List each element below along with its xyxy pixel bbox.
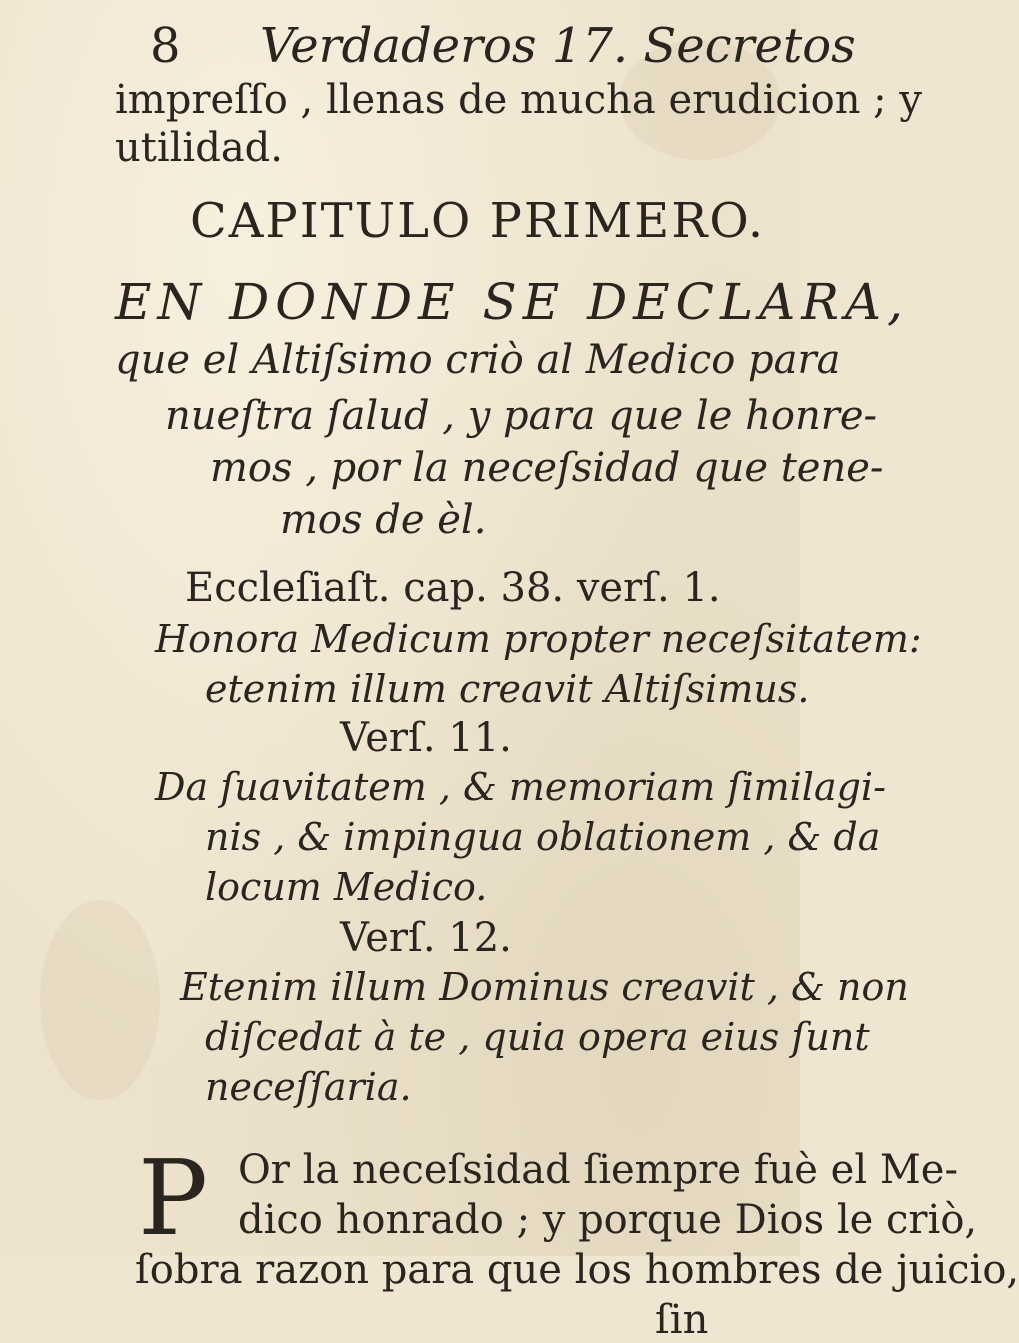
chapter-heading-line-2: que el Altiſsimo criò al Medico para <box>115 337 841 383</box>
body-line: ſobra razon para que los hombres de juicio, <box>135 1247 1019 1293</box>
quote-line: Honora Medicum propter neceſsitatem: <box>155 617 922 661</box>
chapter-heading-line-3: nueſtra ſalud , y para que le honre- <box>165 393 878 439</box>
chapter-heading-line-4: mos , por la neceſsidad que tene- <box>210 445 884 491</box>
chapter-label: CAPITULO PRIMERO. <box>190 193 766 249</box>
body-line: dico honrado ; y porque Dios le criò, <box>238 1197 978 1243</box>
page-number: 8 <box>150 18 181 74</box>
chapter-heading-line-1: EN DONDE SE DECLARA, <box>115 273 909 331</box>
paper-stain <box>40 900 160 1100</box>
verse-label: Verſ. 11. <box>340 715 512 761</box>
quote-line: neceſſaria. <box>205 1065 412 1109</box>
carryover-line-2: utilidad. <box>115 125 283 171</box>
chapter-heading-line-5: mos de èl. <box>280 497 487 543</box>
quote-line: etenim illum creavit Altiſsimus. <box>205 667 810 711</box>
quote-line: nis , & impingua oblationem , & da <box>205 815 881 859</box>
quote-line: diſcedat à te , quia opera eius ſunt <box>205 1015 870 1059</box>
catchword: ſin <box>655 1297 709 1343</box>
quote-line: locum Medico. <box>205 865 488 909</box>
running-head <box>150 18 856 74</box>
body-line: Or la neceſsidad ſiempre fuè el Me- <box>238 1147 958 1193</box>
carryover-line-1: impreſſo , llenas de mucha erudicion ; y <box>115 77 922 123</box>
running-title: Verdaderos 17. Secretos <box>260 18 856 74</box>
citation-source: Eccleſiaſt. cap. 38. verſ. 1. <box>185 565 721 611</box>
quote-line: Etenim illum Dominus creavit , & non <box>180 965 909 1009</box>
verse-label: Verſ. 12. <box>340 915 512 961</box>
quote-line: Da ſuavitatem , & memoriam ſimilagi- <box>155 765 886 809</box>
drop-cap: P <box>138 1137 208 1259</box>
